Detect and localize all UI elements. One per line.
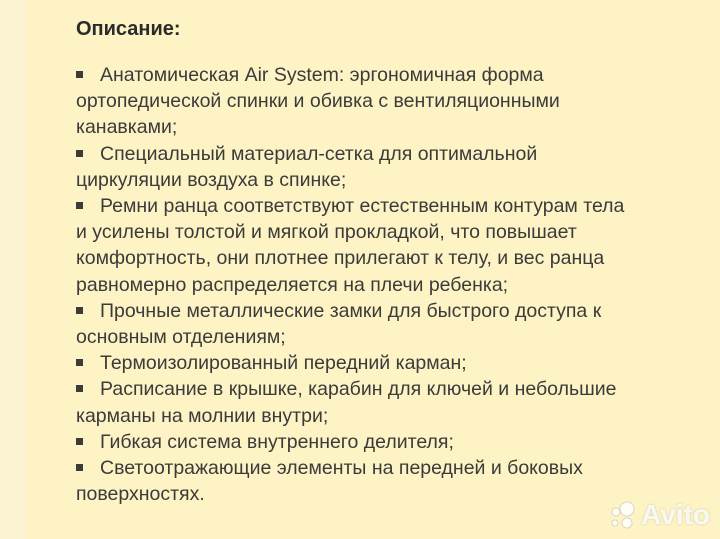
bullet-icon bbox=[76, 385, 83, 392]
list-item-text: Гибкая система внутреннего делителя; bbox=[100, 430, 454, 453]
bullet-icon bbox=[76, 71, 83, 78]
list-item bbox=[76, 455, 636, 507]
list-item-text: Специальный материал-сетка для оптимальной циркуляции воздуха в спинке; bbox=[76, 142, 538, 191]
avito-logo-icon bbox=[607, 500, 637, 530]
avito-watermark bbox=[607, 499, 710, 531]
list-item-text: Прочные металлические замки для быстрого доступа к основным отделениям; bbox=[76, 299, 602, 349]
description-heading: Описание: bbox=[76, 18, 181, 40]
bullet-icon bbox=[76, 307, 83, 314]
bullet-icon bbox=[76, 359, 83, 366]
bullet-icon bbox=[76, 438, 83, 445]
list-item-text: Термоизолированный передний карман; bbox=[100, 352, 467, 375]
list-item bbox=[76, 429, 636, 455]
list-item bbox=[76, 62, 636, 141]
list-item-text: Светоотражающие элементы на передней и боковых поверхностях. bbox=[76, 457, 583, 506]
list-item bbox=[76, 350, 636, 376]
left-background-strip bbox=[0, 0, 26, 539]
features-list bbox=[76, 62, 636, 507]
list-item bbox=[76, 193, 636, 298]
list-item bbox=[76, 298, 636, 350]
list-item-text: Анатомическая Air System: эргономичная форма ортопедической спинки и обивка с вентиляционными канавками; bbox=[76, 64, 560, 139]
list-item bbox=[76, 376, 636, 428]
bullet-icon bbox=[76, 150, 83, 157]
bullet-icon bbox=[76, 202, 83, 209]
watermark-text: Avito bbox=[641, 499, 710, 530]
bullet-icon bbox=[76, 464, 83, 471]
list-item-text: Расписание в крышке, карабин для ключей и небольшие карманы на молнии внутри; bbox=[76, 378, 617, 427]
list-item-text: Ремни ранца соответствуют естественным контурам тела и усилены толстой и мягкой прокладкой, что повышает комфортность, они плотнее прилегают к телу, и вес ранца равномерно распределяется на плечи ребенка; bbox=[76, 195, 625, 296]
list-item bbox=[76, 141, 636, 193]
